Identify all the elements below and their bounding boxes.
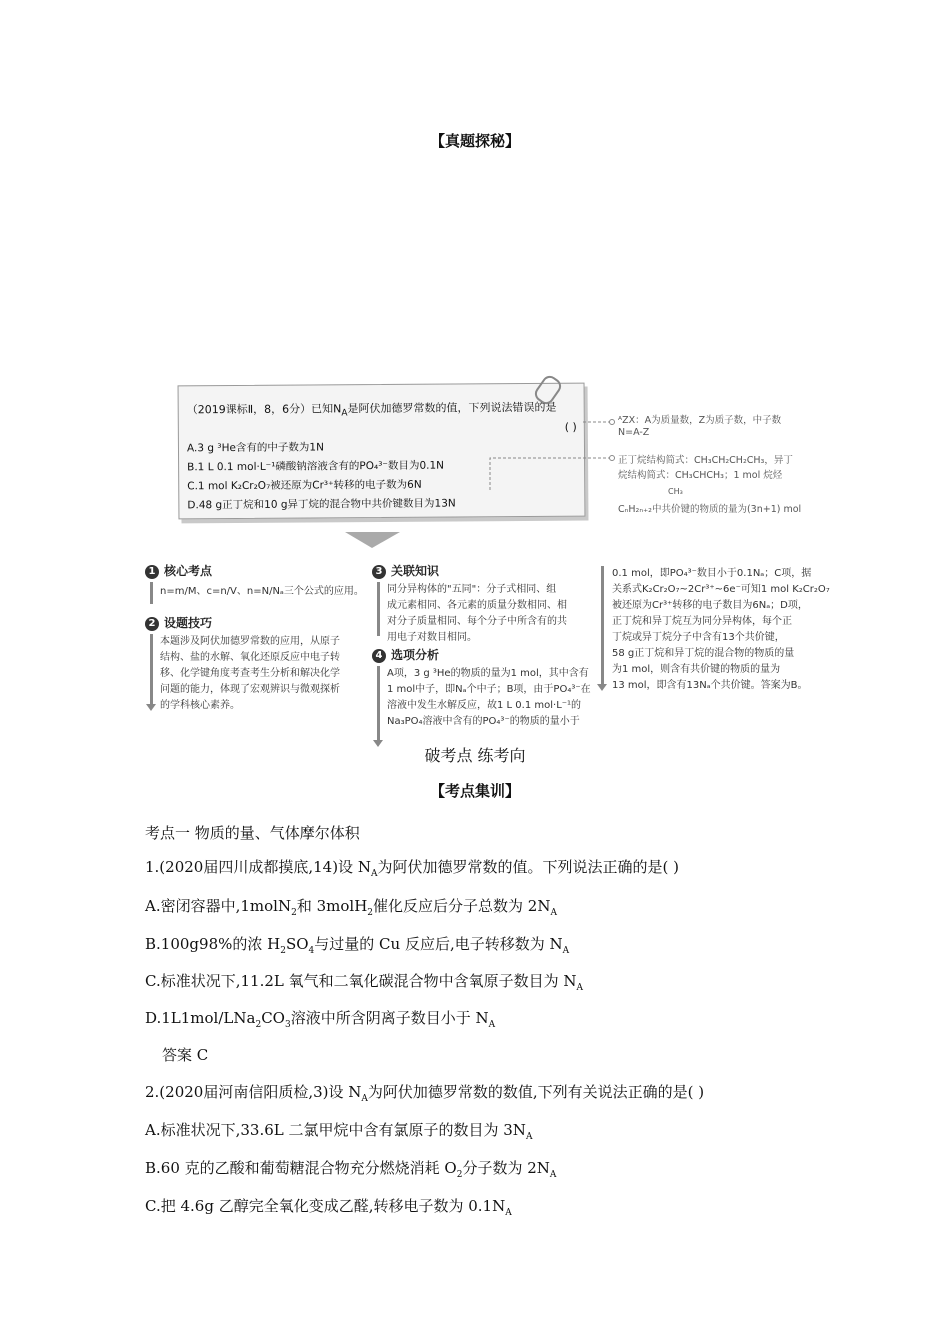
q1-option-d: $D.1L1mol/LNa_2CO_3$溶液中所含阴离子数目小于 $N_A$ xyxy=(145,1009,496,1030)
section-body: 0.1 mol，即PO₄³⁻数目小于0.1Nₐ；C项，据 关系式K₂Cr₂O₇~2Cr³⁺~6e⁻可知1 mol K₂Cr₂O₇ 被还原为Cr³⁺转移的电子数目为6Nₐ；D项， 正丁烷和异丁烷互为同分异构体，每个正 丁烷或异丁烷分子中含有13个共价键， 58 g正丁烷和异丁烷的混合物的物质的量 为1 mol，则含有共价键的物质的量为 13 mol，即含有13Nₐ个共价键。答案为B。 xyxy=(612,568,830,691)
q1-option-c: C.标准状况下,11.2L 氧气和二氧化碳混合物中含氧原子数目为 $N_A$ xyxy=(145,972,584,993)
guide-bar xyxy=(377,666,380,740)
guide-bar xyxy=(150,582,153,604)
note-line: CH₃ xyxy=(668,487,683,496)
q2-option-a: A.标准状况下,33.6L 二氯甲烷中含有氯原子的数目为 $3N_A$ xyxy=(145,1121,533,1142)
q1-option-a: A.密闭容器中,1molN$_2$和 3molH$_2$催化反应后分子总数为 $2N_A$ xyxy=(145,897,557,918)
note-line: 烷结构简式：CH₃CHCH₃；1 mol 烷烃 xyxy=(618,470,783,481)
q2-option-b: B.60 克的乙酸和葡萄糖混合物充分燃烧消耗 $O_2$分子数为 $2N_A$ xyxy=(145,1159,557,1180)
arrow-down-icon xyxy=(597,684,607,691)
q1-answer: 答案 C xyxy=(162,1046,209,1064)
guide-bar xyxy=(377,582,380,636)
arrow-down-icon xyxy=(146,704,156,711)
card-paren: ( ) xyxy=(564,420,577,434)
section-body: 本题涉及阿伏加德罗常数的应用，从原子 结构、盐的水解、氧化还原反应中电子转 移、化学键角度考查考生分析和解决化学 问题的能力，体现了宏观辨识与微观探析 的学科核心素养。 xyxy=(160,636,340,711)
q2-stem: 2.(2020届河南信阳质检,3)设 $N_A$为阿伏加德罗常数的数值,下列有关说法正确的是( ) xyxy=(145,1083,705,1104)
section-head: 2 设题技巧 xyxy=(145,614,212,631)
guide-bar xyxy=(150,634,153,704)
topic-heading: 考点一 物质的量、气体摩尔体积 xyxy=(145,824,360,842)
card-option-c: C.1 mol K₂Cr₂O₇被还原为Cr³⁺转移的电子数为6N xyxy=(187,478,422,493)
page-title: 【真题探秘】 xyxy=(429,132,520,150)
card-option-b: B.1 L 0.1 mol·L⁻¹磷酸钠溶液含有的PO₄³⁻数目为0.1N xyxy=(187,459,445,474)
connector-lines xyxy=(0,0,950,560)
note-line: N=A-Z xyxy=(618,427,650,438)
section-title: 【考点集训】 xyxy=(429,782,520,800)
card-option-d: D.48 g正丁烷和10 g异丁烷的混合物中共价键数目为13N xyxy=(187,497,456,512)
section-head: 4 选项分析 xyxy=(372,646,439,663)
note-line: 正丁烷结构简式：CH₃CH₂CH₂CH₃，异丁 xyxy=(618,455,793,466)
q1-stem: 1.(2020届四川成都摸底,14)设 $N_A$为阿伏加德罗常数的值。下列说法正确的是( ) xyxy=(145,858,679,879)
card-option-a: A.3 g ³He含有的中子数为1N xyxy=(186,441,324,455)
note-line: CₙH₂ₙ₊₂中共价键的物质的量为(3n+1) mol xyxy=(618,504,802,515)
subtitle: 破考点 练考向 xyxy=(424,746,526,765)
section-body: 同分异构体的"五同"：分子式相同、组 成元素相同、各元素的质量分数相同、相 对分子质量相同、每个分子中所含有的共 用电子对数目相同。 xyxy=(387,584,567,643)
section-body: A项，3 g ³He的物质的量为1 mol，其中含有 1 mol中子，即Nₐ个中子；B项，由于PO₄³⁻在 溶液中发生水解反应，故1 L 0.1 mol·L⁻¹的 Na₃PO₄溶液中含有的PO₄³⁻的物质的量小于 xyxy=(387,668,591,727)
section-head: 3 关联知识 xyxy=(372,562,439,579)
section-body: n=m/M、c=n/V、n=N/Nₐ三个公式的应用。 xyxy=(160,586,364,597)
q2-option-c: C.把 4.6g 乙醇完全氧化变成乙醛,转移电子数为 $0.1N_A$ xyxy=(145,1197,512,1218)
note-line: ᴬZX：A为质量数，Z为质子数，中子数 xyxy=(618,415,782,426)
guide-bar xyxy=(601,566,604,684)
card-question: （2019课标Ⅱ，8，6分）已知$N_A$是阿伏加德罗常数的值，下列说法错误的是 ( ) xyxy=(187,400,577,439)
section-head: 1 核心考点 xyxy=(145,562,212,579)
q1-option-b: B.100g98%的浓 $H_2SO_4$与过量的 Cu 反应后,电子转移数为 $N_A$ xyxy=(145,935,570,956)
